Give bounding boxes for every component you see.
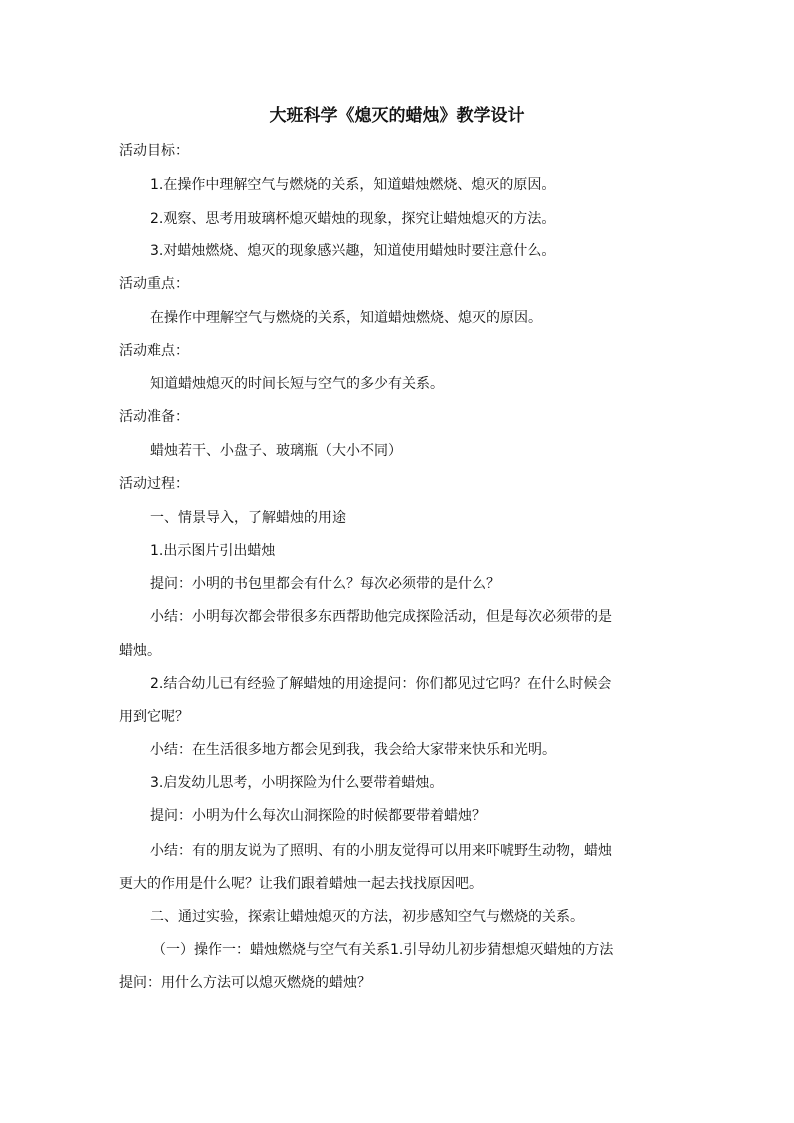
operation-1-line: （一）操作一：蜡烛燃烧与空气有关系1.引导幼儿初步猜想熄灭蜡烛的方法 [152, 942, 614, 958]
question-4: 提问：用什么方法可以熄灭燃烧的蜡烛？ [119, 975, 371, 991]
summary-3-line-2: 更大的作用是什么呢？让我们跟着蜡烛一起去找找原因吧。 [119, 876, 483, 892]
heading-difficulty: 活动难点： [119, 343, 189, 359]
document-title: 大班科学《熄灭的蜡烛》教学设计 [269, 106, 525, 126]
question-1: 提问：小明的书包里都会有什么？每次必须带的是什么？ [150, 576, 500, 592]
summary-3-line-1: 小结：有的朋友说为了照明、有的小朋友觉得可以用来吓唬野生动物，蜡烛 [150, 843, 612, 859]
preparation-text: 蜡烛若干、小盘子、玻璃瓶（大小不同） [150, 443, 402, 459]
summary-2: 小结：在生活很多地方都会见到我，我会给大家带来快乐和光明。 [150, 742, 556, 758]
process-step-1: 1.出示图片引出蜡烛 [150, 543, 276, 559]
key-point-text: 在操作中理解空气与燃烧的关系，知道蜡烛燃烧、熄灭的原因。 [150, 310, 542, 326]
heading-key-points: 活动重点： [119, 276, 189, 292]
goal-item-3: 3.对蜡烛燃烧、熄灭的现象感兴趣，知道使用蜡烛时要注意什么。 [150, 243, 556, 259]
heading-activity-goals: 活动目标： [119, 143, 189, 159]
process-step-2-line-2: 用到它呢？ [119, 709, 189, 725]
summary-1-line-1: 小结：小明每次都会带很多东西帮助他完成探险活动，但是每次必须带的是 [150, 609, 612, 625]
heading-preparation: 活动准备： [119, 409, 189, 425]
difficulty-text: 知道蜡烛熄灭的时间长短与空气的多少有关系。 [150, 376, 444, 392]
section-1-heading: 一、情景导入，了解蜡烛的用途 [150, 510, 346, 526]
question-3: 提问：小明为什么每次山洞探险的时候都要带着蜡烛？ [150, 808, 486, 824]
goal-item-1: 1.在操作中理解空气与燃烧的关系，知道蜡烛燃烧、熄灭的原因。 [150, 177, 556, 193]
summary-1-line-2: 蜡烛。 [119, 643, 161, 659]
section-2-heading: 二、通过实验，探索让蜡烛熄灭的方法，初步感知空气与燃烧的关系。 [150, 909, 584, 925]
process-step-3: 3.启发幼儿思考，小明探险为什么要带着蜡烛。 [150, 775, 444, 791]
heading-process: 活动过程： [119, 476, 189, 492]
goal-item-2: 2.观察、思考用玻璃杯熄灭蜡烛的现象，探究让蜡烛熄灭的方法。 [150, 211, 556, 227]
process-step-2-line-1: 2.结合幼儿已有经验了解蜡烛的用途提问：你们都见过它吗？在什么时候会 [150, 676, 612, 692]
